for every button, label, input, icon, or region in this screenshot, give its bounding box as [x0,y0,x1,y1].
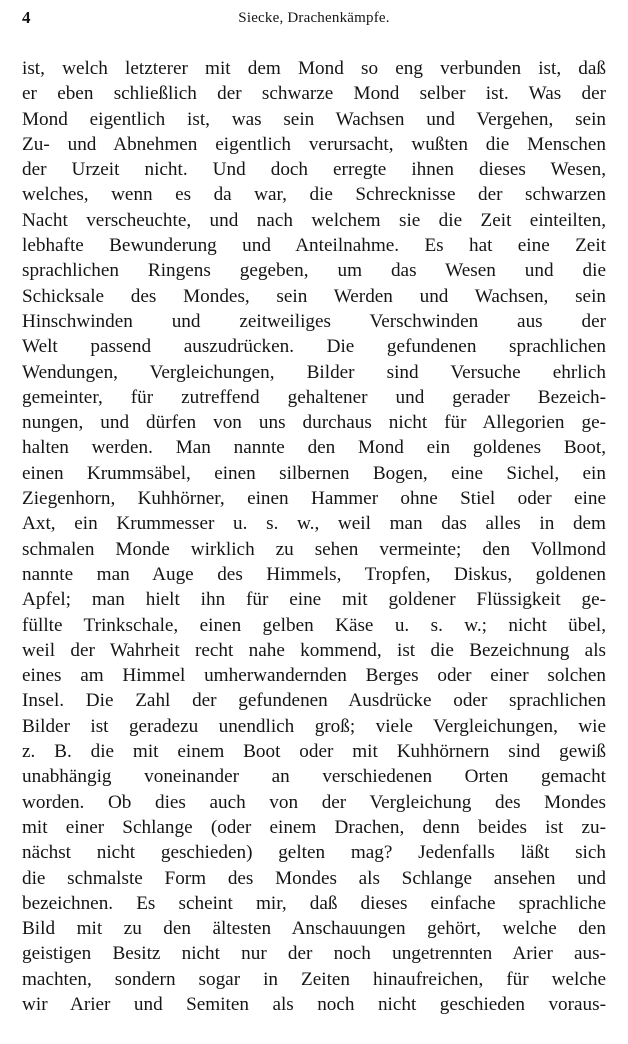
text-line: ist, welch letzterer mit dem Mond so eng verbunden ist, daß [22,58,606,79]
text-line: schmalen Monde wirklich zu sehen vermeinte; den Vollmond [22,538,606,560]
text-line: weil der Wahrheit recht nahe kommend, ist die Bezeichnung als [22,639,606,661]
text-line: Mond eigentlich ist, was sein Wachsen und Vergehen, sein [22,108,606,130]
text-line: mit einer Schlange (oder einem Drachen, denn beides ist zu- [22,816,606,838]
text-line: machten, sondern sogar in Zeiten hinaufreichen, für welche [22,968,606,990]
text-line: wir Arier und Semiten als noch nicht geschieden voraus- [22,993,606,1015]
text-line: nächst nicht geschieden) gelten mag? Jedenfalls läßt sich [22,842,606,864]
text-line: füllte Trinkschale, einen gelben Käse u. s. w.; nicht übel, [22,614,606,636]
text-line: der Urzeit nicht. Und doch erregte ihnen dieses Wesen, [22,159,606,181]
text-line: Nacht verscheuchte, und nach welchem sie die Zeit einteilten, [22,209,606,231]
text-line: bezeichnen. Es scheint mir, daß dieses einfache sprachliche [22,892,606,914]
text-line: Bilder ist geradezu unendlich groß; viele Vergleichungen, wie [22,715,606,737]
text-line: Schicksale des Mondes, sein Werden und Wachsen, sein [22,285,606,307]
text-line: Wendungen, Vergleichungen, Bilder sind Versuche ehrlich [22,361,606,383]
text-line: sprachlichen Ringens gegeben, um das Wesen und die [22,260,606,282]
text-line: z. B. die mit einem Boot oder mit Kuhhörnern sind gewiß [22,741,606,763]
text-line: er eben schließlich der schwarze Mond selber ist. Was der [22,83,606,105]
text-line: lebhafte Bewunderung und Anteilnahme. Es hat eine Zeit [22,235,606,257]
text-line: geistigen Besitz nicht nur der noch ungetrennten Arier aus- [22,943,606,965]
text-line: nannte man Auge des Himmels, Tropfen, Diskus, goldenen [22,563,606,585]
text-line: welches, wenn es da war, die Schrecknisse der schwarzen [22,184,606,206]
page-number: 4 [22,8,31,27]
text-line: eines am Himmel umherwandernden Berges oder einer solchen [22,665,606,687]
text-line: nungen, und dürfen von uns durchaus nicht für Allegorien ge- [22,412,606,434]
text-line: Ziegenhorn, Kuhhörner, einen Hammer ohne Stiel oder eine [22,488,606,510]
text-line: gemeinter, für zutreffend gehaltener und gerader Bezeich- [22,386,606,408]
text-line: Bild mit zu den ältesten Anschauungen gehört, welche den [22,918,606,940]
text-line: Apfel; man hielt ihn für eine mit goldener Flüssigkeit ge- [22,589,606,611]
text-line: worden. Ob dies auch von der Vergleichung des Mondes [22,791,606,813]
text-line: unabhängig voneinander an verschiedenen Orten gemacht [22,766,606,788]
text-line: einen Krummsäbel, einen silbernen Bogen, eine Sichel, ein [22,462,606,484]
text-line: die schmalste Form des Mondes als Schlange ansehen und [22,867,606,889]
text-line: Zu- und Abnehmen eigentlich verursacht, wußten die Menschen [22,133,606,155]
text-line: Axt, ein Krummesser u. s. w., weil man das alles in dem [22,513,606,535]
text-line: Hinschwinden und zeitweiliges Verschwinden aus der [22,310,606,332]
body-text [22,56,606,1017]
page-header [22,6,606,30]
text-line: Welt passend auszudrücken. Die gefundenen sprachlichen [22,336,606,358]
text-line: Insel. Die Zahl der gefundenen Ausdrücke oder sprachlichen [22,690,606,712]
text-line: halten werden. Man nannte den Mond ein goldenes Boot, [22,437,606,459]
running-title: Siecke, Drachenkämpfe. [238,10,390,26]
